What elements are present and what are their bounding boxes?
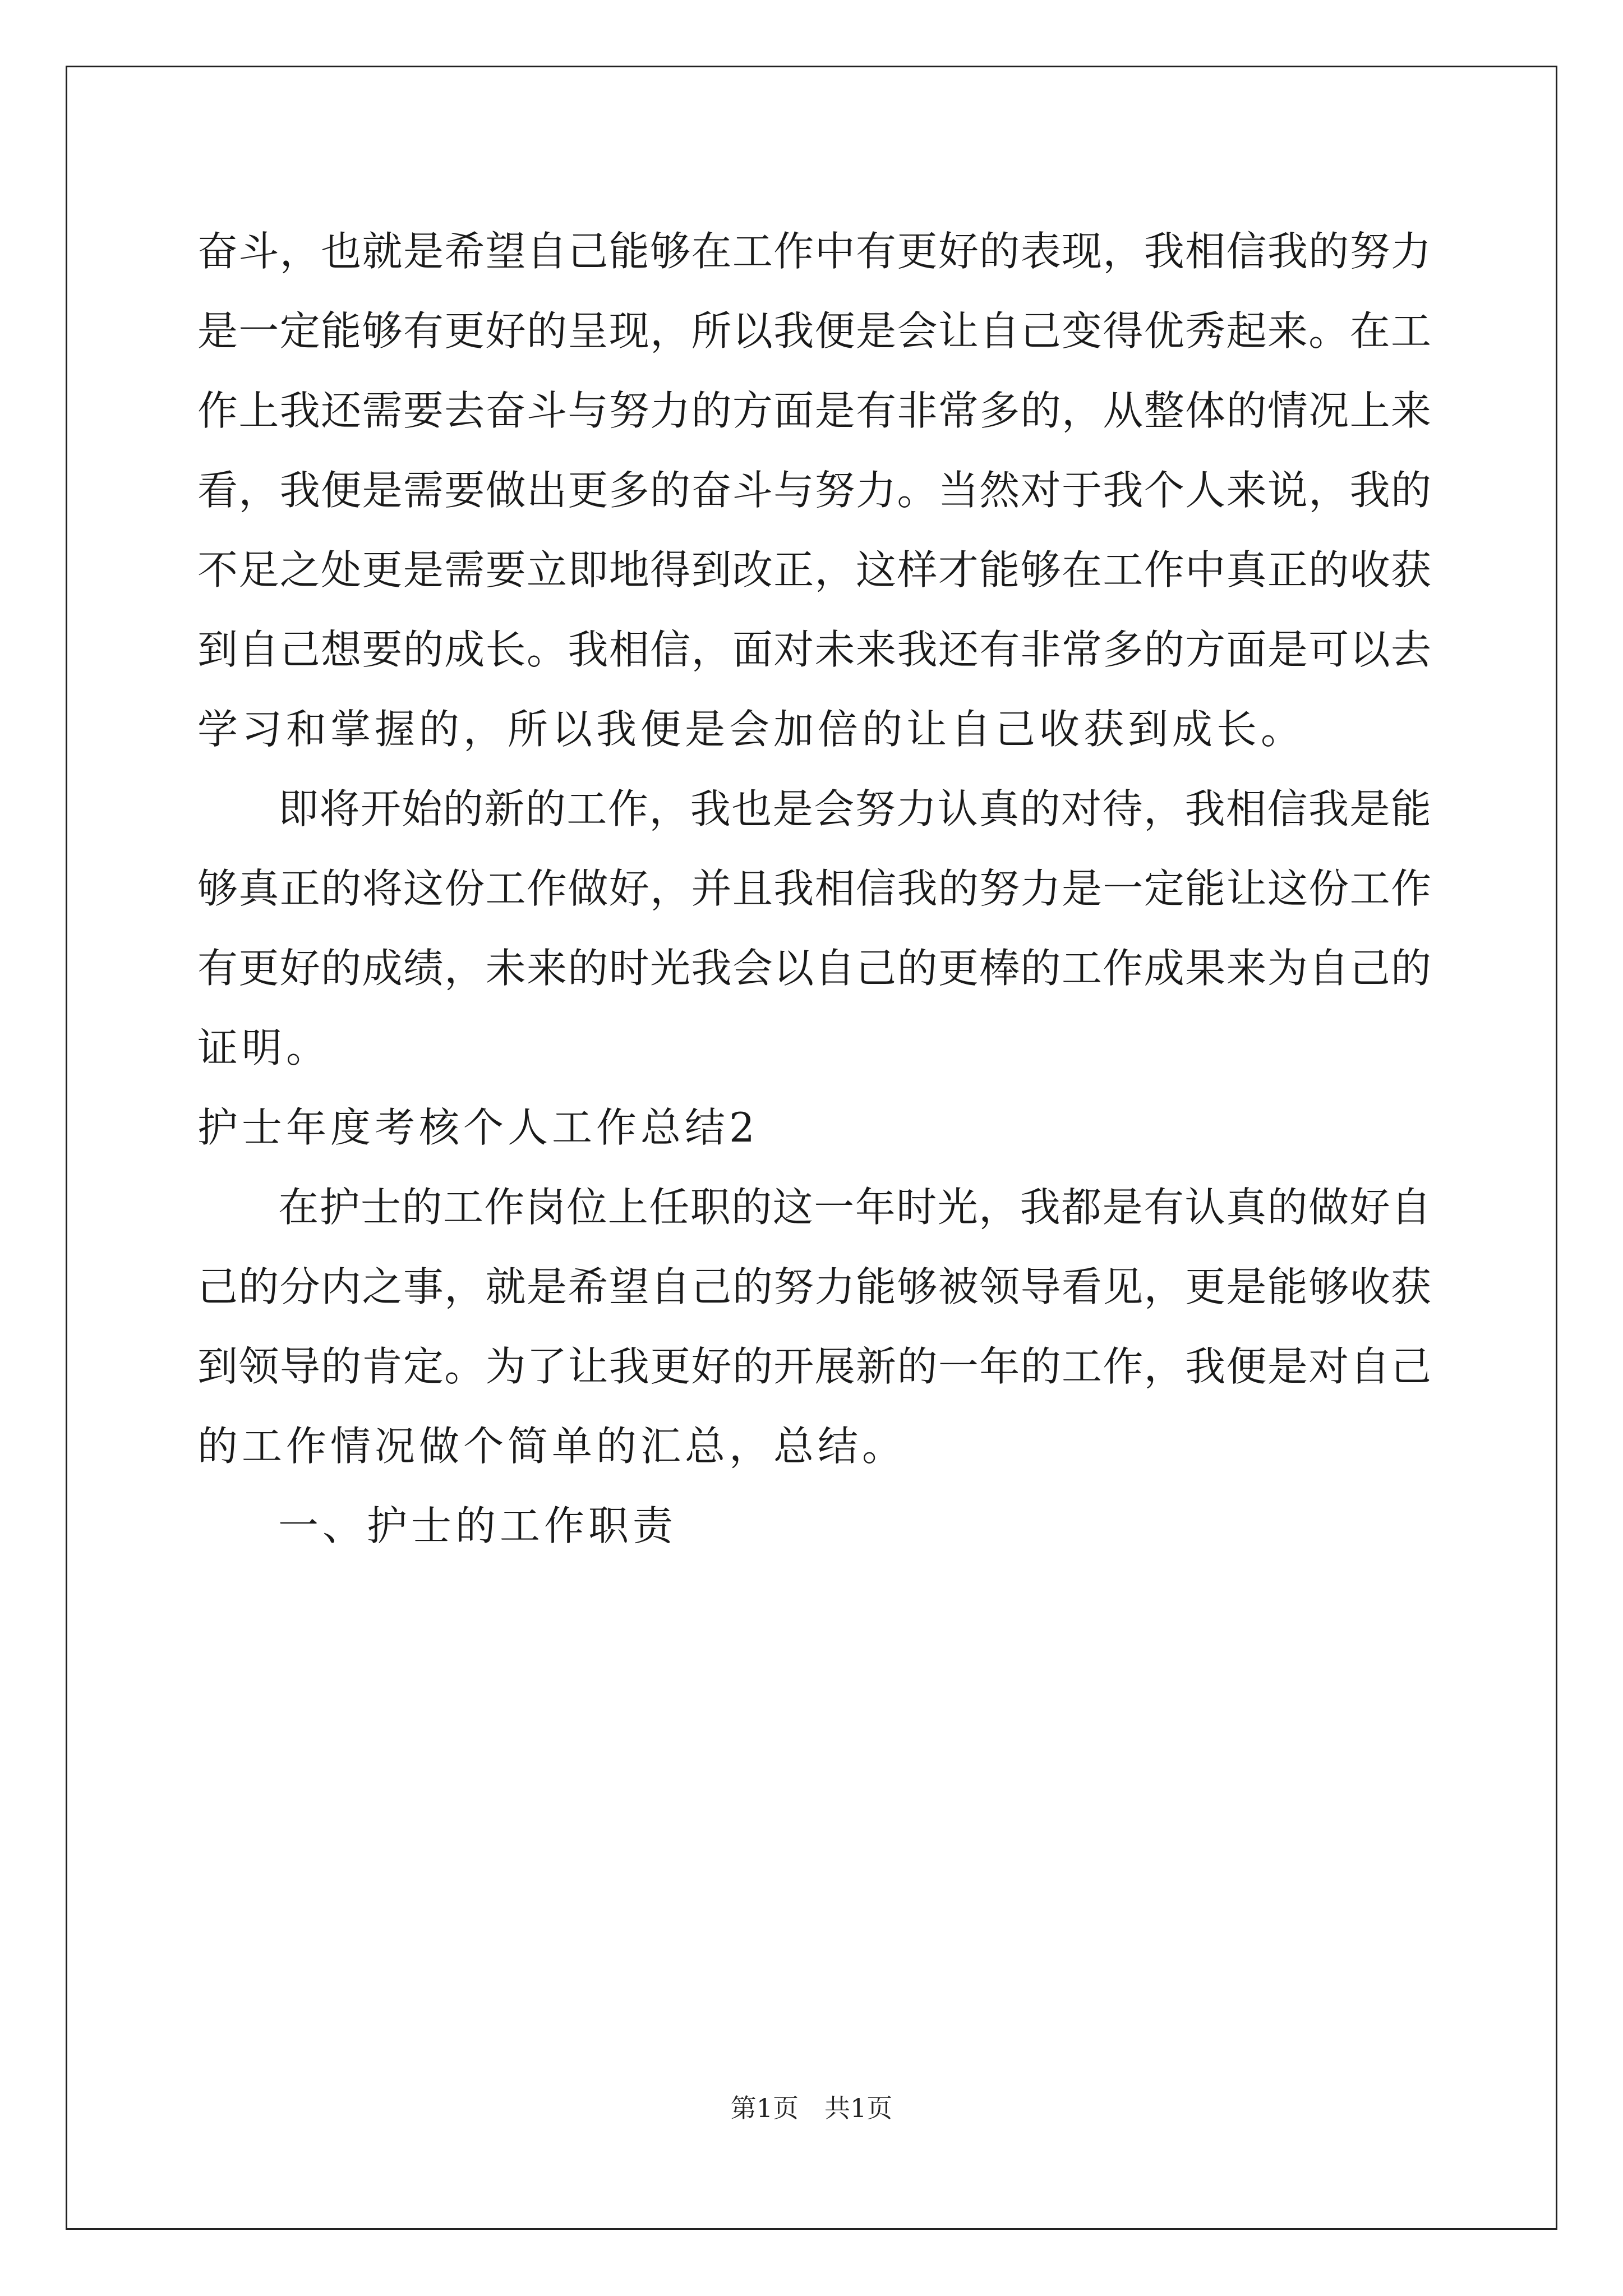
paragraph-line: 学习和掌握的，所以我便是会加倍的让自己收获到成长。 <box>197 706 1306 753</box>
paragraph-line: 是一定能够有更好的呈现，所以我便是会让自己变得优秀起来。在工 <box>197 307 1431 355</box>
paragraph-line: 己的分内之事，就是希望自己的努力能够被领导看见，更是能够收获 <box>197 1263 1431 1310</box>
paragraph-line: 不足之处更是需要立即地得到改正，这样才能够在工作中真正的收获 <box>197 546 1431 593</box>
paragraph-line: 证明。 <box>197 1024 331 1071</box>
page-footer: 第1页 共1页 <box>730 2093 893 2123</box>
paragraph-line: 奋斗，也就是希望自己能够在工作中有更好的表现，我相信我的努力 <box>197 228 1431 275</box>
paragraph-line: 即将开始的新的工作，我也是会努力认真的对待，我相信我是能 <box>278 785 1431 832</box>
paragraph-line: 的工作情况做个简单的汇总，总结。 <box>197 1423 907 1470</box>
paragraph-line: 有更好的成绩，未来的时光我会以自己的更棒的工作成果来为自己的 <box>197 945 1431 992</box>
paragraph-line: 到自己想要的成长。我相信，面对未来我还有非常多的方面是可以去 <box>197 626 1431 673</box>
paragraph-line: 作上我还需要去奋斗与努力的方面是有非常多的，从整体的情况上来 <box>197 387 1431 434</box>
paragraph-line: 在护士的工作岗位上任职的这一年时光，我都是有认真的做好自 <box>278 1184 1431 1231</box>
subsection-heading: 一、护士的工作职责 <box>278 1502 677 1549</box>
paragraph-line: 够真正的将这份工作做好，并且我相信我的努力是一定能让这份工作 <box>197 865 1431 912</box>
paragraph-line: 看，我便是需要做出更多的奋斗与努力。当然对于我个人来说，我的 <box>197 467 1431 514</box>
paragraph-line: 到领导的肯定。为了让我更好的开展新的一年的工作，我便是对自己 <box>197 1343 1431 1390</box>
section-heading: 护士年度考核个人工作总结2 <box>197 1104 759 1151</box>
